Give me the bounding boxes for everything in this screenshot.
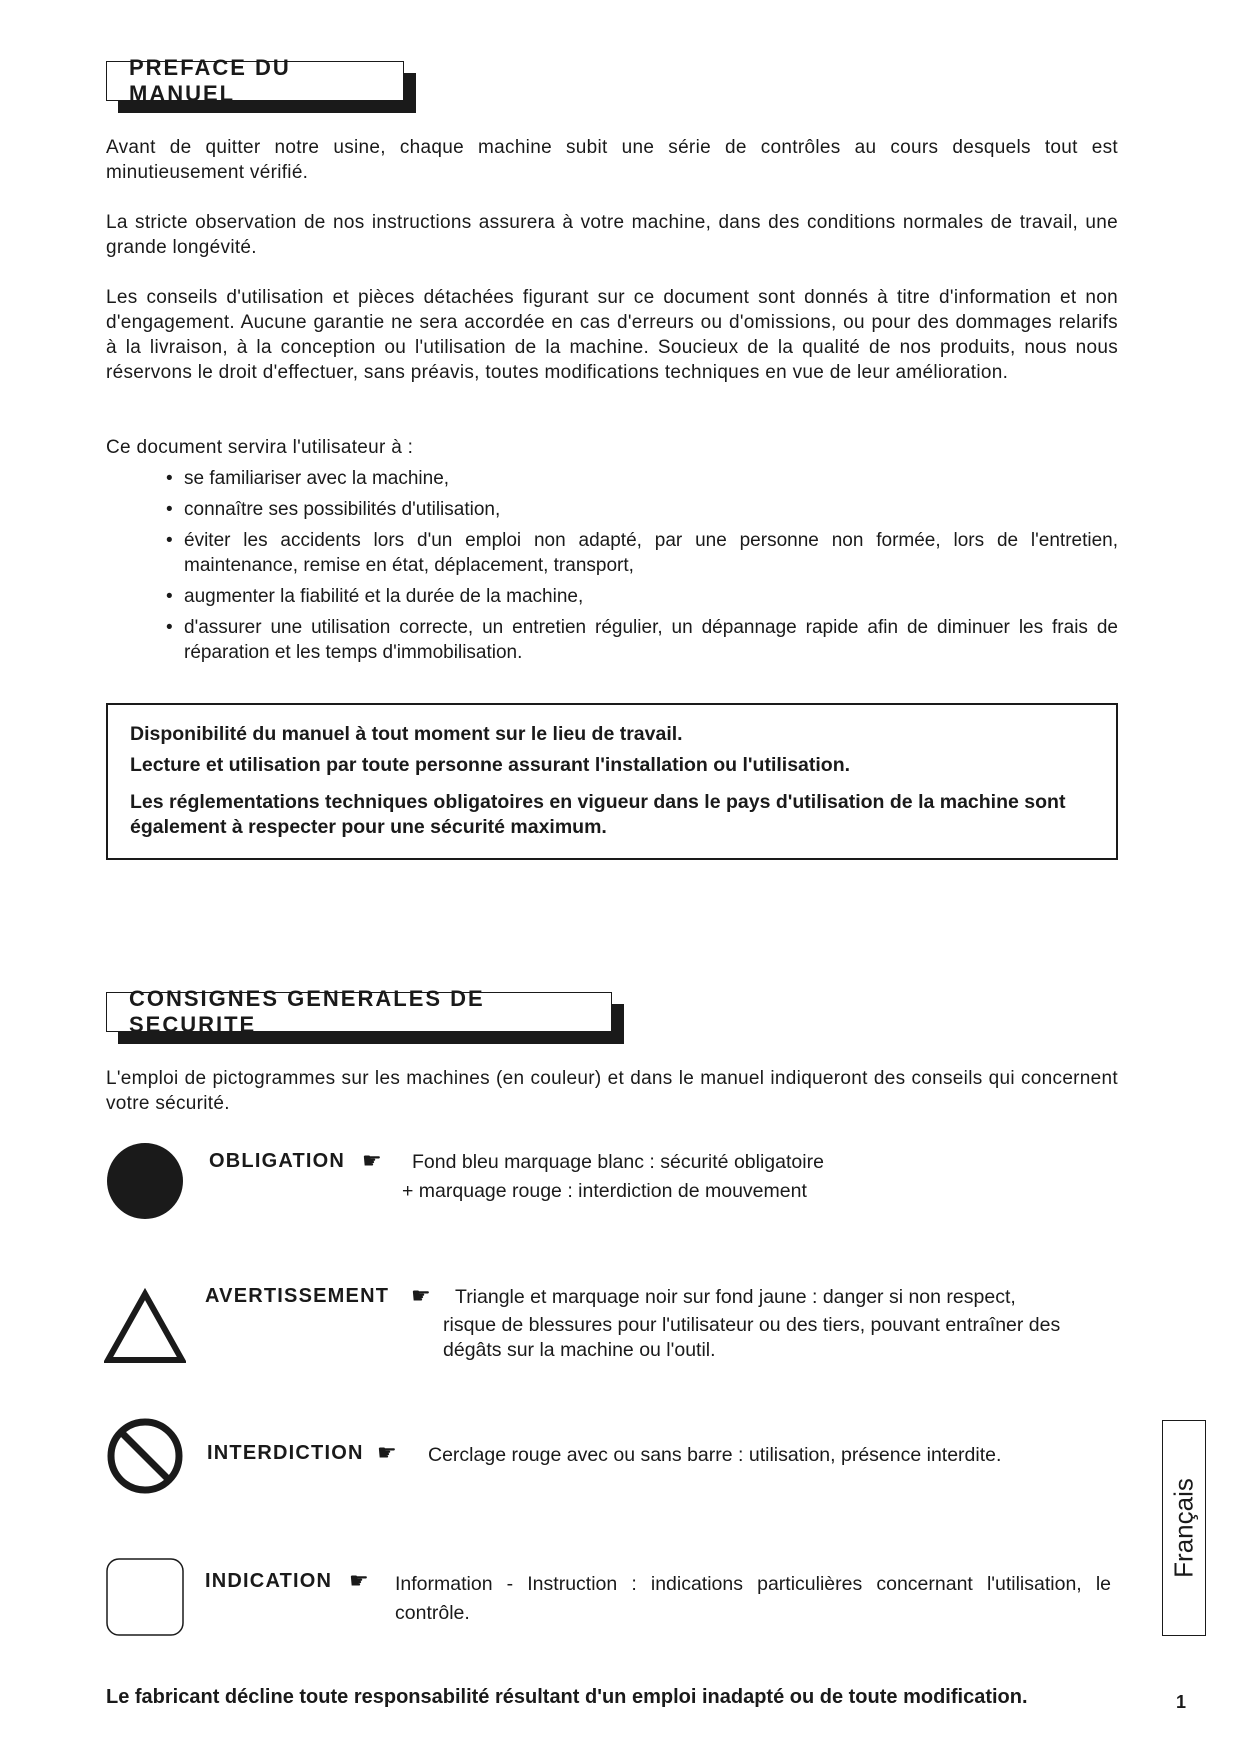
obligation-text-line1: Fond bleu marquage blanc : sécurité obligatoire bbox=[412, 1151, 824, 1173]
list-item: • éviter les accidents lors d'un emploi non adapté, par une personne non formée, lors de l'entretien, maintenance, remise en état, déplacement, transport, bbox=[166, 528, 1118, 578]
interdiction-label: INTERDICTION bbox=[207, 1442, 364, 1464]
preface-paragraph-3: Les conseils d'utilisation et pièces détachées figurant sur ce document sont donnés à titre d'information et non d'engagement. Aucune garantie ne sera accordée en cas d'erreurs ou d'omissions, ou pour des dommages relarifs à la livraison, à la conception ou l'utilisation de la machine. Soucieux de la qualité de nos produits, nous nous réservons le droit d'effectuer, sans préavis, toutes modifications techniques en vue de leur amélioration. bbox=[106, 287, 1118, 383]
indication-text: Information - Instruction : indications particulières concernant l'utilisation, le contrôle. bbox=[395, 1573, 1111, 1624]
obligation-label: OBLIGATION bbox=[209, 1150, 346, 1172]
notice-box bbox=[106, 703, 1118, 860]
pointing-hand-icon: ☛ bbox=[377, 1440, 397, 1465]
warning-triangle-icon bbox=[104, 1288, 186, 1364]
preface-heading-box bbox=[106, 55, 416, 113]
notice-line-1: Disponibilité du manuel à tout moment sur le lieu de travail. bbox=[130, 723, 683, 745]
safety-heading-box bbox=[106, 986, 624, 1044]
list-item: • se familiariser avec la machine, bbox=[166, 466, 1118, 491]
preface-paragraph-1: Avant de quitter notre usine, chaque machine subit une série de contrôles au cours desquels tout est minutieusement vérifié. bbox=[106, 137, 1118, 183]
avertissement-text-line2: risque de blessures pour l'utilisateur ou des tiers, pouvant entraîner des dégâts sur la machine ou l'outil. bbox=[443, 1314, 1061, 1361]
safety-intro: L'emploi de pictogrammes sur les machines (en couleur) et dans le manuel indiqueront des conseils qui concernent votre sécurité. bbox=[106, 1068, 1118, 1114]
notice-line-2: Lecture et utilisation par toute personne assurant l'installation ou l'utilisation. bbox=[130, 754, 851, 776]
list-item: • connaître ses possibilités d'utilisation, bbox=[166, 497, 1118, 522]
page-number: 1 bbox=[1176, 1692, 1187, 1712]
language-tab bbox=[1162, 1420, 1206, 1636]
prohibition-icon bbox=[106, 1417, 184, 1495]
pointing-hand-icon: ☛ bbox=[411, 1283, 431, 1308]
language-tab-label: Français bbox=[1168, 1478, 1199, 1578]
notice-line-3: Les réglementations techniques obligatoires en vigueur dans le pays d'utilisation de la machine sont également à respecter pour une sécurité maximum. bbox=[130, 791, 1066, 838]
preface-paragraph-4: Ce document servira l'utilisateur à : bbox=[106, 437, 414, 458]
indication-label: INDICATION bbox=[205, 1570, 333, 1592]
safety-heading: CONSIGNES GENERALES DE SECURITE bbox=[106, 992, 612, 1032]
obligation-text-line2: + marquage rouge : interdiction de mouvement bbox=[402, 1180, 807, 1202]
avertissement-text-line1: Triangle et marquage noir sur fond jaune : danger si non respect, bbox=[455, 1286, 1016, 1308]
filled-circle-icon bbox=[106, 1142, 184, 1220]
pointing-hand-icon: ☛ bbox=[362, 1148, 382, 1173]
preface-heading: PREFACE DU MANUEL bbox=[106, 61, 404, 101]
footer-disclaimer: Le fabricant décline toute responsabilité résultant d'un emploi inadapté ou de toute modification. bbox=[106, 1686, 1028, 1708]
avertissement-label: AVERTISSEMENT bbox=[205, 1285, 390, 1307]
list-item: • d'assurer une utilisation correcte, un entretien régulier, un dépannage rapide afin de diminuer les frais de réparation et les temps d'immobilisation. bbox=[166, 615, 1118, 665]
rounded-square-icon bbox=[106, 1558, 184, 1636]
preface-bullet-list bbox=[166, 466, 1118, 671]
list-item: • augmenter la fiabilité et la durée de la machine, bbox=[166, 584, 1118, 609]
interdiction-text: Cerclage rouge avec ou sans barre : utilisation, présence interdite. bbox=[428, 1444, 1002, 1466]
preface-paragraph-2: La stricte observation de nos instructions assurera à votre machine, dans des conditions normales de travail, une grande longévité. bbox=[106, 212, 1118, 258]
pointing-hand-icon: ☛ bbox=[349, 1568, 369, 1593]
